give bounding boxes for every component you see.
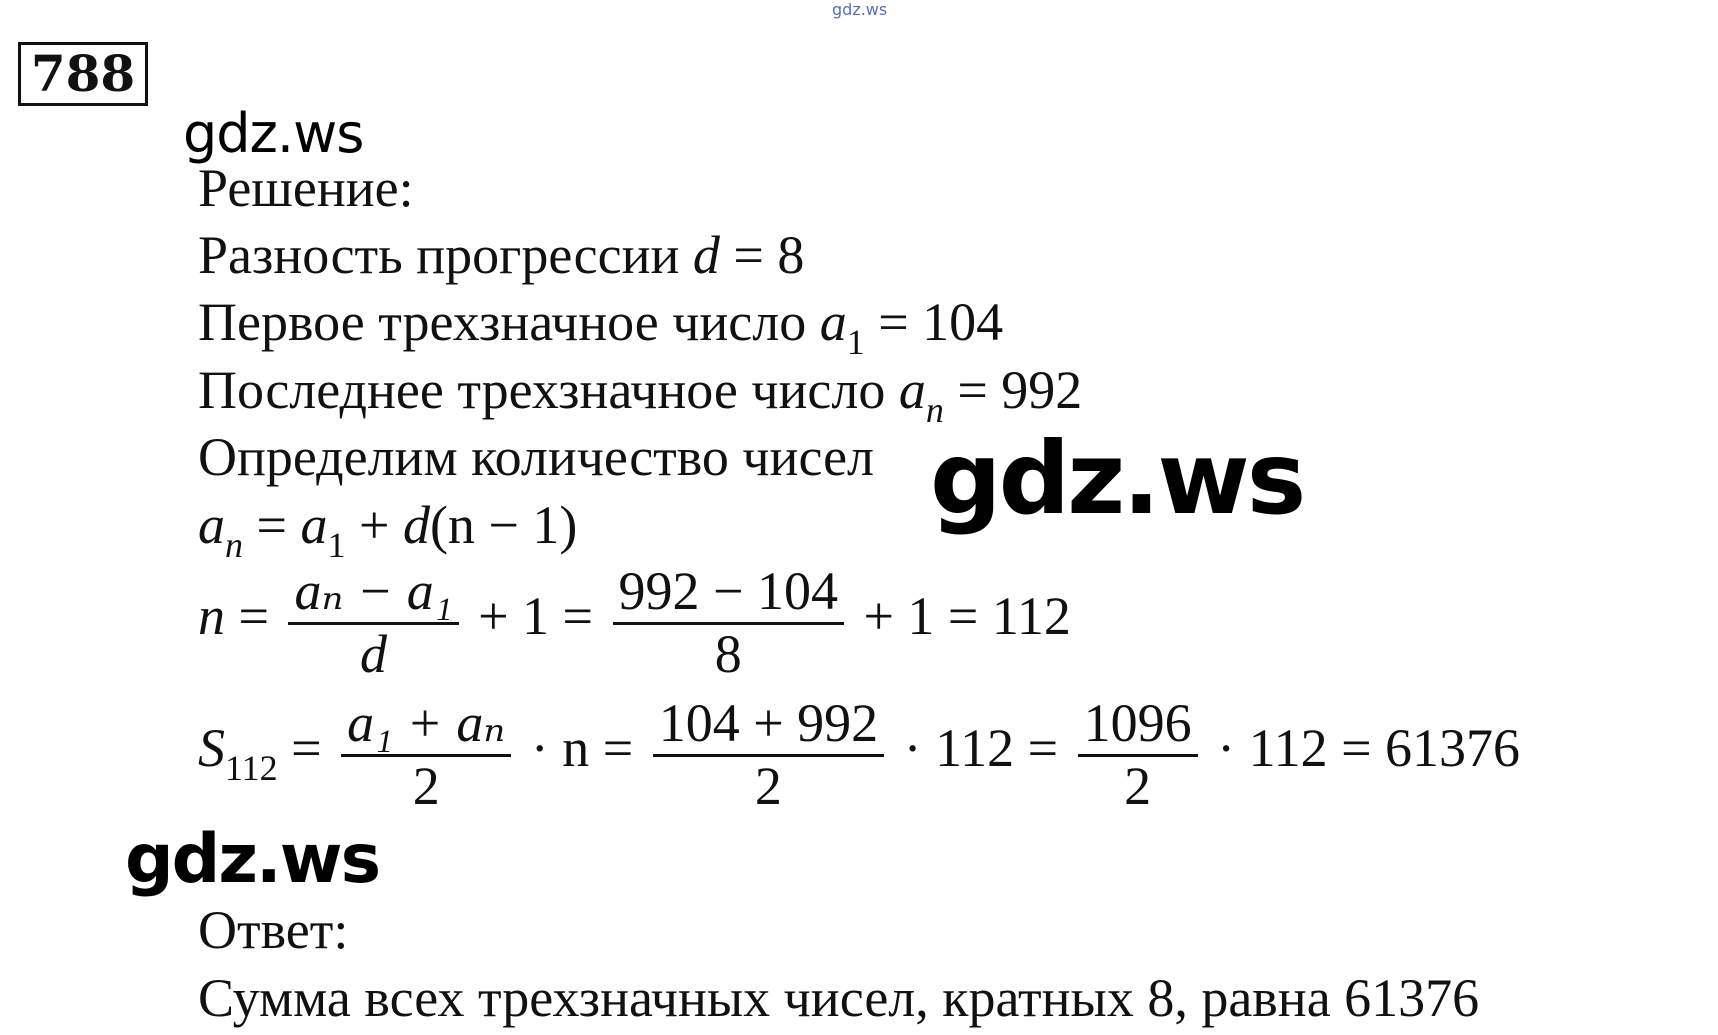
rhs: = 104 — [878, 292, 1004, 352]
fraction — [341, 692, 511, 815]
lhs: S — [198, 717, 225, 778]
watermark: gdz.ws — [183, 102, 364, 165]
numerator: 1096 — [1078, 692, 1198, 757]
var: a — [198, 495, 225, 555]
var-a: a — [898, 360, 926, 420]
site-watermark-top: gdz.ws — [832, 0, 888, 19]
fraction — [1078, 692, 1198, 815]
plus: + — [358, 495, 390, 555]
numerator: 104 + 992 — [653, 692, 884, 757]
denominator: d — [360, 624, 388, 684]
result: · 112 = 61376 — [1217, 717, 1521, 778]
subscript: n — [225, 525, 243, 565]
eq: = — [256, 495, 287, 555]
mid: · n = — [530, 717, 634, 778]
text: Разность прогрессии — [198, 225, 680, 285]
subscript: n — [925, 390, 944, 430]
solution-heading: Решение: — [198, 158, 414, 218]
var-a: a — [819, 292, 847, 352]
mid: · 112 = — [903, 717, 1059, 778]
denominator: 2 — [754, 756, 782, 816]
numerator: a₁ + aₙ — [341, 692, 511, 757]
denominator: 2 — [1124, 756, 1152, 816]
numerator: 992 − 104 — [613, 560, 844, 625]
result: + 1 = 112 — [863, 585, 1071, 646]
eq: = — [238, 585, 269, 646]
var: a — [300, 495, 328, 555]
watermark: gdz.ws — [930, 420, 1304, 537]
solution-line-count: Определим количество чисел — [198, 427, 875, 487]
lhs: n — [198, 585, 225, 646]
mid: + 1 = — [478, 585, 593, 646]
formula-count — [198, 560, 1071, 683]
var-d: d — [402, 495, 430, 555]
rest: (n − 1) — [429, 495, 578, 555]
fraction — [613, 560, 844, 683]
rhs: = 992 — [957, 360, 1083, 420]
watermark: gdz.ws — [125, 820, 380, 899]
subscript: 1 — [846, 322, 865, 362]
text: Последнее трехзначное число — [198, 360, 886, 420]
rhs: = 8 — [733, 225, 805, 285]
formula-sum — [198, 692, 1520, 815]
solution-line-difference — [198, 225, 804, 285]
answer-heading: Ответ: — [198, 900, 349, 960]
subscript: 112 — [225, 747, 278, 788]
fraction — [288, 560, 458, 683]
denominator: 8 — [714, 624, 742, 684]
eq: = — [291, 717, 322, 778]
numerator: aₙ − a₁ — [288, 560, 458, 625]
fraction — [653, 692, 884, 815]
denominator: 2 — [412, 756, 440, 816]
answer-text: Сумма всех трехзначных чисел, кратных 8, равна 61376 — [198, 968, 1480, 1028]
problem-number: 788 — [18, 42, 148, 106]
subscript: 1 — [327, 525, 346, 565]
text: Первое трехзначное число — [198, 292, 807, 352]
var-d: d — [692, 225, 720, 285]
